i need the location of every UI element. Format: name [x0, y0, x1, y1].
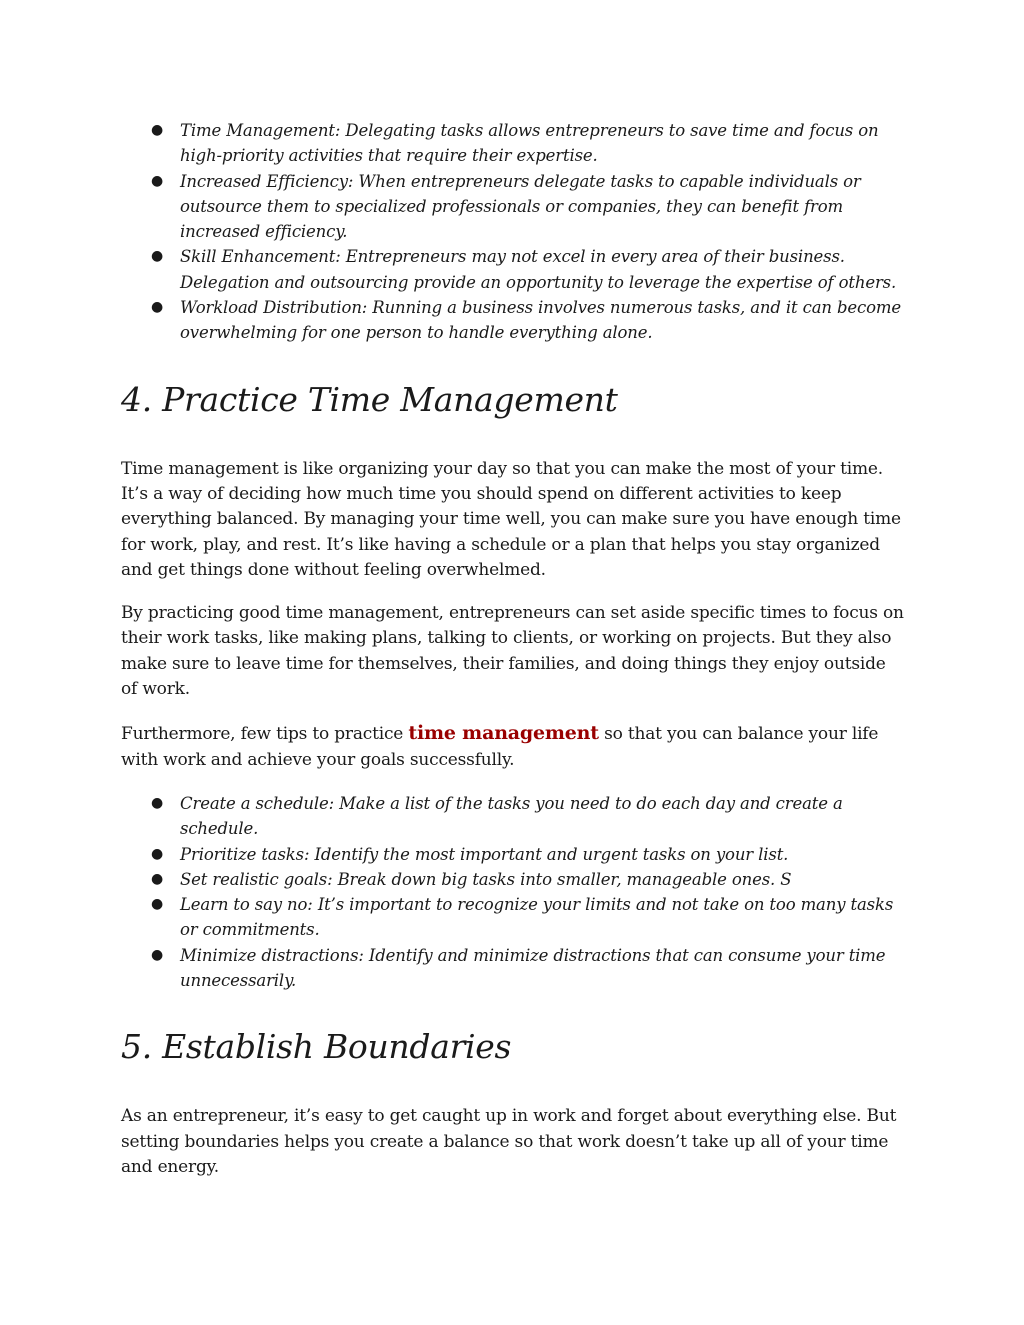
bullet-icon: ● [151, 870, 164, 887]
list-item-text: Learn to say no: It’s important to recognize your limits and not take on too many tasks or commitments. [180, 895, 894, 940]
section4-paragraph-2: By practicing good time management, entrepreneurs can set aside specific times to focus on their work tasks, like making plans, talking to clients, or working on projects. But they also make sure to leave time for themselves, their families, and doing things they enjoy outside of work. [121, 603, 904, 700]
list-item-text: Increased Efficiency: When entrepreneurs delegate tasks to capable individuals or outsource them to specialized professionals or companies, they can benefit from increased efficiency. [180, 171, 861, 242]
list-item [121, 842, 906, 867]
bullet-icon: ● [151, 794, 164, 811]
list-item-text: Set realistic goals: Break down big tasks into smaller, manageable ones. S [180, 869, 792, 889]
list-item [121, 244, 906, 295]
list-item [121, 867, 906, 892]
list-item [121, 169, 906, 245]
paragraph-text: Furthermore, few tips to practice [121, 724, 409, 745]
list-item-text: Skill Enhancement: Entrepreneurs may not excel in every area of their business. Delegation and outsourcing provide an opportunity to leverage the expertise of others. [180, 247, 897, 292]
time-management-link[interactable]: time management [408, 722, 599, 745]
list-item-text: Create a schedule: Make a list of the tasks you need to do each day and create a schedule. [180, 793, 843, 839]
document-page [121, 118, 906, 1180]
list-item-text: Prioritize tasks: Identify the most important and urgent tasks on your list. [180, 844, 789, 864]
list-item [121, 118, 906, 169]
section-heading-establish-boundaries: 5. Establish Boundaries [121, 1027, 512, 1067]
section5-paragraph-1: As an entrepreneur, it’s easy to get caught up in work and forget about everything else. But setting boundaries helps you create a balance so that work doesn’t take up all of your time and energy. [121, 1106, 897, 1177]
section4-paragraph-3 [121, 721, 906, 773]
tips-bullet-list [121, 791, 906, 993]
list-item-text: Workload Distribution: Running a business involves numerous tasks, and it can become overwhelming for one person to handle everything alone. [180, 298, 901, 343]
section4-paragraph-1: Time management is like organizing your day so that you can make the most of your time. It’s a way of deciding how much time you should spend on different activities to keep everything balanced. By managing your time well, you can make sure you have enough time for work, play, and rest. It’s like having a schedule or a plan that helps you stay organized and get things done without feeling overwhelmed. [121, 458, 901, 580]
section-heading-practice-time-management: 4. Practice Time Management [121, 379, 618, 419]
bullet-icon: ● [151, 845, 164, 862]
bullet-icon: ● [151, 172, 164, 189]
paragraph-text: so that you can balance your life with work and achieve your goals successfully. [121, 724, 879, 770]
list-item [121, 892, 906, 943]
bullet-icon: ● [151, 248, 164, 265]
bullet-icon: ● [151, 896, 164, 913]
bullet-icon: ● [151, 122, 164, 138]
list-item-text: Time Management: Delegating tasks allows entrepreneurs to save time and focus on high-priority activities that require their expertise. [180, 121, 879, 166]
list-item [121, 943, 906, 994]
bullet-icon: ● [151, 946, 164, 963]
list-item-text: Minimize distractions: Identify and minimize distractions that can consume your time unnecessarily. [180, 945, 886, 991]
list-item [121, 295, 906, 346]
list-item [121, 791, 906, 842]
bullet-icon: ● [151, 299, 164, 316]
intro-bullet-list [121, 118, 906, 346]
